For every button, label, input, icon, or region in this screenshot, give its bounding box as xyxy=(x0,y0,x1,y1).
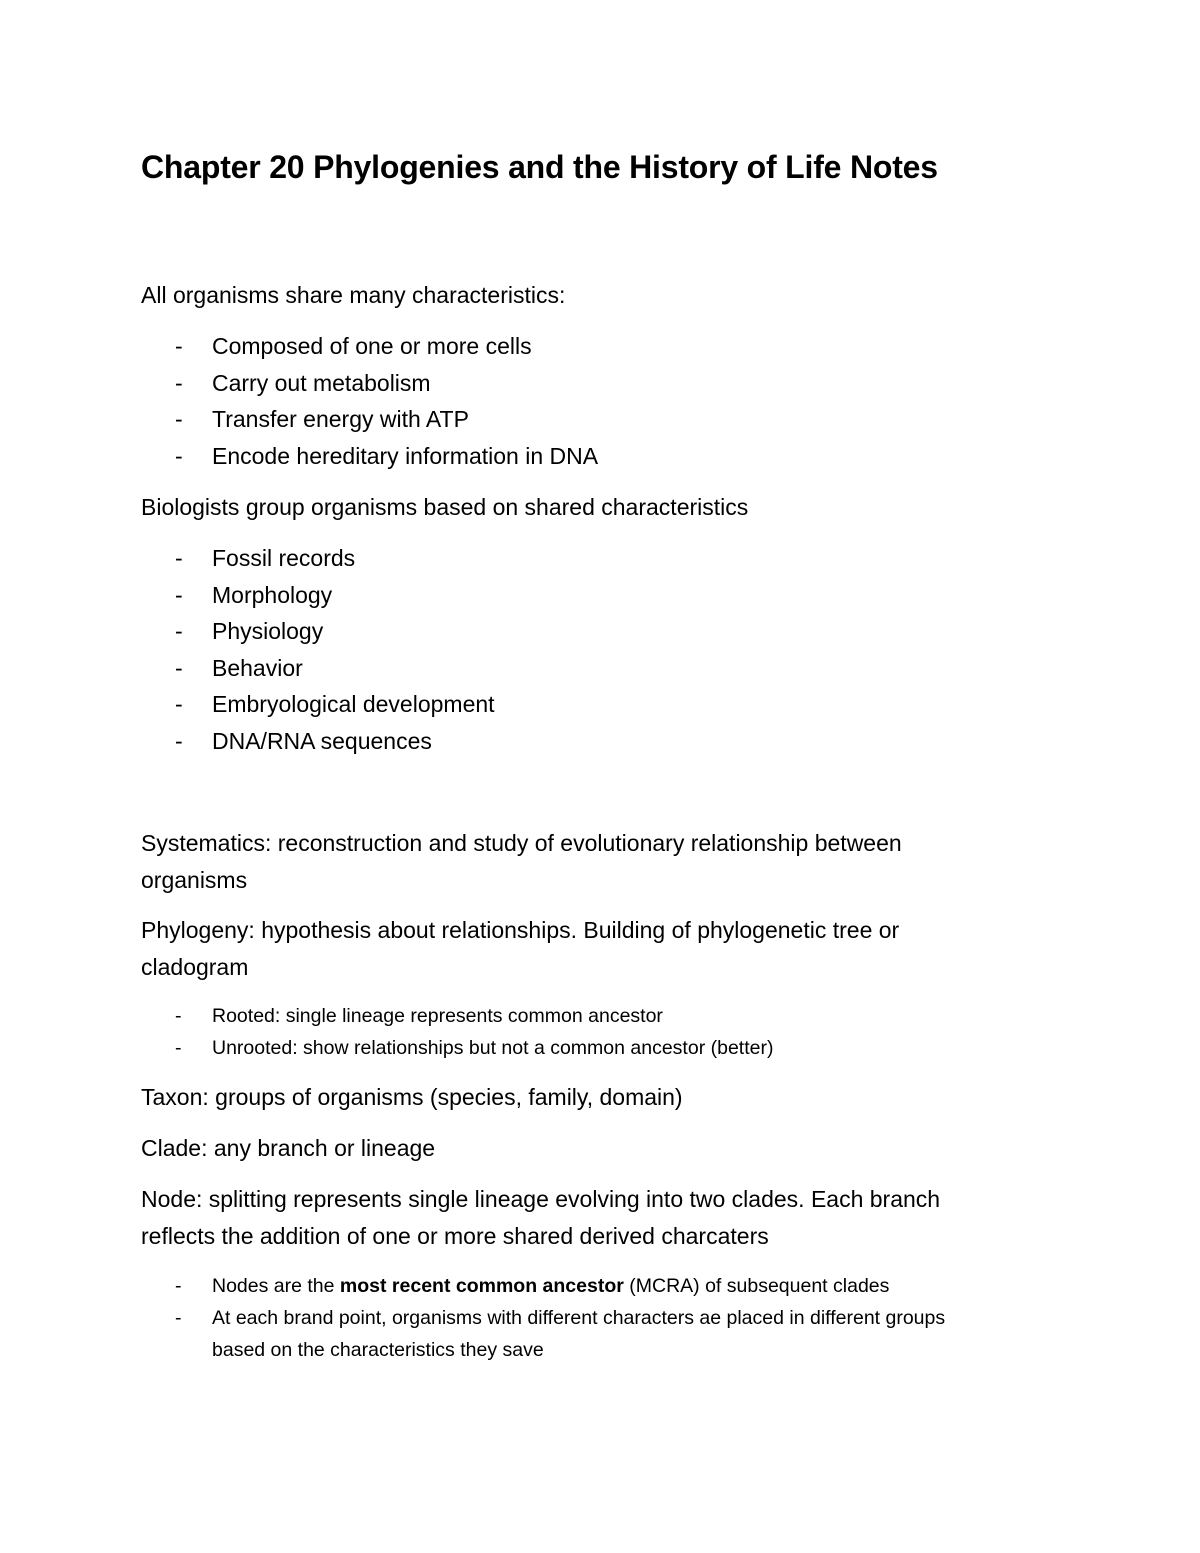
list-item xyxy=(141,1302,945,1334)
list-item-text: Encode hereditary information in DNA xyxy=(212,442,599,469)
systematics-line-1: Systematics: reconstruction and study of evolutionary relationship between xyxy=(141,830,902,856)
list-item-text: Composed of one or more cells xyxy=(212,333,532,359)
node-list xyxy=(141,1270,945,1366)
bullet-dash: - xyxy=(175,618,183,644)
list-item xyxy=(141,1000,773,1032)
list-item xyxy=(141,650,495,687)
list-item xyxy=(141,686,495,723)
list-item-text: Behavior xyxy=(212,654,303,681)
bullet-dash: - xyxy=(175,727,183,754)
bullet-dash: - xyxy=(175,369,183,396)
list-item-text: Unrooted: show relationships but not a common ancestor (better) xyxy=(212,1037,774,1059)
list-item-text: Rooted: single lineage represents common ancestor xyxy=(212,1005,663,1027)
bullet-dash: - xyxy=(175,654,183,681)
node-line-2: reflects the addition of one or more shared derived charcaters xyxy=(141,1223,769,1249)
phylogeny-line-2: cladogram xyxy=(141,954,249,980)
bullet-dash: - xyxy=(175,406,183,432)
clade-definition: Clade: any branch or lineage xyxy=(141,1135,436,1161)
phylogeny-list xyxy=(141,1000,773,1064)
bold-term: most recent common ancestor xyxy=(339,1275,624,1297)
list-item-text: Nodes are the xyxy=(212,1275,340,1297)
bullet-dash: - xyxy=(175,691,183,717)
bullet-dash: - xyxy=(175,545,183,571)
section1-heading: All organisms share many characteristics: xyxy=(141,282,566,308)
page-title: Chapter 20 Phylogenies and the History of Life Notes xyxy=(141,149,938,185)
phylogeny-line-1: Phylogeny: hypothesis about relationships. Building of phylogenetic tree or xyxy=(141,917,900,943)
node-line-1: Node: splitting represents single lineage evolving into two clades. Each branch xyxy=(141,1186,941,1212)
section2-heading: Biologists group organisms based on shared characteristics xyxy=(141,494,749,520)
list-item-text: Transfer energy with ATP xyxy=(212,406,469,432)
bullet-dash: - xyxy=(175,1275,182,1297)
phylogeny-definition xyxy=(141,912,899,986)
list-item xyxy=(141,1032,773,1064)
list-item xyxy=(141,365,598,402)
list-item-text: Morphology xyxy=(212,581,333,608)
node-definition xyxy=(141,1181,940,1255)
list-item xyxy=(141,577,495,614)
list-item xyxy=(141,540,495,577)
list-item-text: DNA/RNA sequences xyxy=(212,727,432,754)
section1-list xyxy=(141,328,598,474)
bullet-dash: - xyxy=(175,1037,182,1059)
list-item xyxy=(141,401,598,438)
list-item-text: based on the characteristics they save xyxy=(212,1339,544,1361)
list-item-text: Physiology xyxy=(212,618,324,644)
bullet-dash: - xyxy=(175,442,183,469)
bullet-dash: - xyxy=(175,1307,182,1329)
list-item-text: Carry out metabolism xyxy=(212,369,431,396)
taxon-definition: Taxon: groups of organisms (species, family, domain) xyxy=(141,1084,683,1110)
systematics-line-2: organisms xyxy=(141,867,248,893)
list-item-continuation xyxy=(141,1334,945,1366)
bullet-dash: - xyxy=(175,333,183,359)
list-item-text: (MCRA) of subsequent clades xyxy=(623,1275,890,1297)
list-item-text: Fossil records xyxy=(212,545,356,571)
list-item-text: At each brand point, organisms with different characters ae placed in different groups xyxy=(212,1307,946,1329)
bullet-dash: - xyxy=(175,581,183,608)
list-item-text: Embryological development xyxy=(212,691,495,717)
section2-list xyxy=(141,540,495,759)
list-item xyxy=(141,723,495,760)
bullet-dash: - xyxy=(175,1005,182,1027)
list-item xyxy=(141,328,598,365)
list-item xyxy=(141,1270,945,1302)
list-item xyxy=(141,613,495,650)
list-item xyxy=(141,438,598,475)
systematics-definition xyxy=(141,825,902,899)
